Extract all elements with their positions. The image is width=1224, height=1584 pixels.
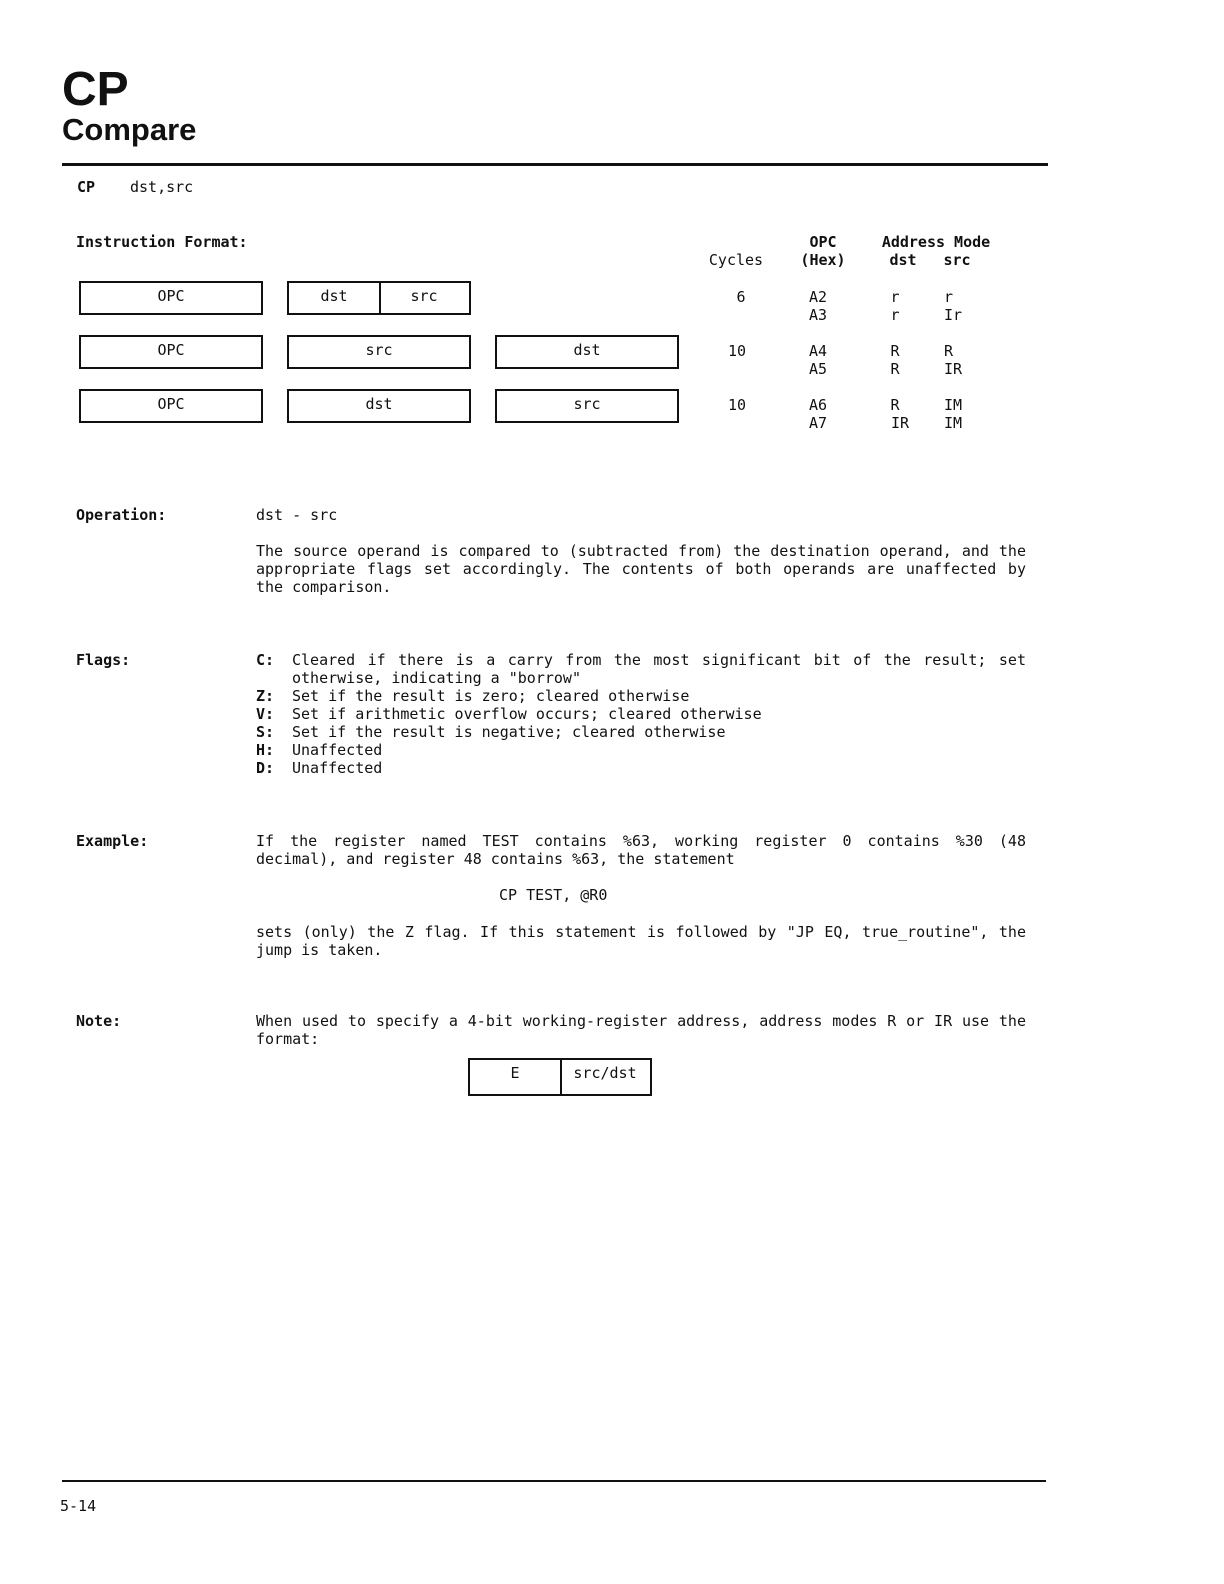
note-format-box (468, 1058, 652, 1096)
operation-label: Operation: (76, 506, 167, 524)
instruction-format-label: Instruction Format: (76, 233, 248, 251)
row-src: Ir (944, 306, 963, 324)
header-src: src (943, 251, 971, 269)
page-subtitle: Compare (62, 112, 197, 147)
flag-text: Unaffected (292, 741, 383, 759)
row-dst: R (890, 396, 900, 414)
row-dst: R (890, 342, 900, 360)
row-dst: IR (890, 414, 910, 432)
flag-key: Z: (256, 687, 275, 705)
header-cycles: Cycles (708, 251, 764, 269)
flag-row-h (256, 741, 1026, 759)
row-src: R (944, 342, 954, 360)
format-field: src (365, 341, 393, 359)
row-opc: A7 (808, 414, 828, 432)
header-rule (62, 163, 1048, 166)
row-cycles: 10 (727, 342, 747, 360)
flag-row-v (256, 705, 1026, 723)
syntax-operands: dst,src (130, 178, 194, 196)
format-field: OPC (157, 287, 185, 305)
flag-row-z (256, 687, 1026, 705)
flags-label: Flags: (76, 651, 131, 669)
format-box-dst (287, 389, 471, 423)
row-src: IM (944, 414, 963, 432)
format-field: src/dst (573, 1064, 637, 1082)
flag-text: Cleared if there is a carry from the most significant bit of the result; set otherwise, indicating a "borrow" (292, 651, 1026, 687)
row-opc: A5 (808, 360, 828, 378)
row-opc: A3 (808, 306, 828, 324)
format-field: src (573, 395, 601, 413)
page-number: 5-14 (60, 1497, 97, 1515)
flag-key: S: (256, 723, 275, 741)
page-title: CP (62, 63, 129, 116)
header-dst: dst (889, 251, 917, 269)
syntax-op: CP (77, 178, 96, 196)
example-result: sets (only) the Z flag. If this statement is followed by "JP EQ, true_routine", the jump is taken. (256, 923, 1026, 959)
note-label: Note: (76, 1012, 122, 1030)
row-src: r (944, 288, 954, 306)
header-address-mode: Address Mode (881, 233, 991, 251)
note-text: When used to specify a 4-bit working-register address, address modes R or IR use the format: (256, 1012, 1026, 1048)
flag-row-s (256, 723, 1026, 741)
example-label: Example: (76, 832, 149, 850)
operation-description: The source operand is compared to (subtracted from) the destination operand, and the appropriate flags set accordingly. The contents of both operands are unaffected by the comparison. (256, 542, 1026, 596)
flag-key: H: (256, 741, 275, 759)
row-opc: A6 (808, 396, 828, 414)
flag-row-c (256, 651, 1026, 687)
row-dst: r (890, 288, 900, 306)
format-box-opc (79, 335, 263, 369)
format-field: E (510, 1064, 520, 1082)
operation-expression: dst - src (256, 506, 338, 524)
format-field: src (410, 287, 438, 305)
example-statement: CP TEST, @R0 (499, 886, 608, 904)
format-field: OPC (157, 395, 185, 413)
format-box-operands (287, 281, 471, 315)
format-box-opc (79, 389, 263, 423)
flag-row-d (256, 759, 1026, 777)
row-opc: A2 (808, 288, 828, 306)
format-field: dst (365, 395, 393, 413)
row-src: IR (944, 360, 963, 378)
footer-rule (62, 1480, 1046, 1482)
flag-text: Set if the result is zero; cleared otherwise (292, 687, 690, 705)
example-text: If the register named TEST contains %63, working register 0 contains %30 (48 decimal), and register 48 contains %63, the statement (256, 832, 1026, 868)
flag-key: C: (256, 651, 275, 669)
flag-text: Unaffected (292, 759, 383, 777)
format-box-src (287, 335, 471, 369)
format-box-dst (495, 335, 679, 369)
flag-text: Set if arithmetic overflow occurs; cleared otherwise (292, 705, 762, 723)
format-field: dst (320, 287, 348, 305)
row-opc: A4 (808, 342, 828, 360)
flag-key: D: (256, 759, 275, 777)
header-opc: OPC (809, 233, 837, 251)
format-field: dst (573, 341, 601, 359)
format-field: OPC (157, 341, 185, 359)
flag-key: V: (256, 705, 275, 723)
format-box-src (495, 389, 679, 423)
header-opc-hex: (Hex) (800, 251, 846, 269)
flag-text: Set if the result is negative; cleared otherwise (292, 723, 726, 741)
row-cycles: 6 (736, 288, 746, 306)
row-dst: R (890, 360, 900, 378)
row-dst: r (890, 306, 900, 324)
row-cycles: 10 (727, 396, 747, 414)
format-box-opc (79, 281, 263, 315)
row-src: IM (944, 396, 963, 414)
